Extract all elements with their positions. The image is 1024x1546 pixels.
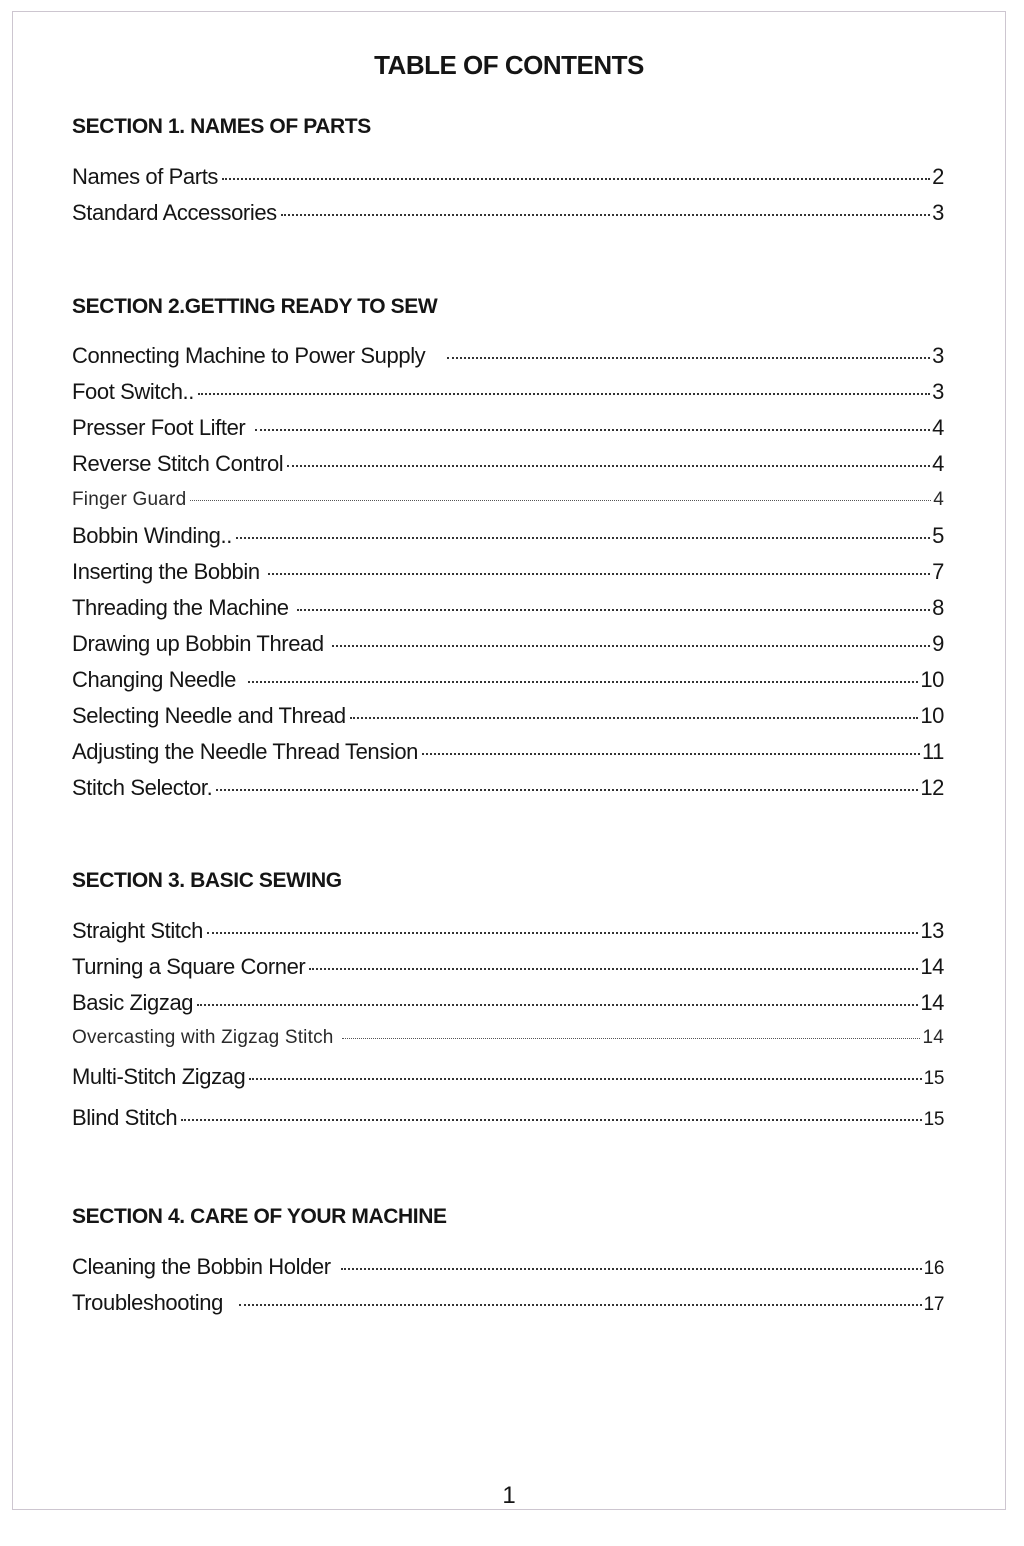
- dot-leader: [268, 573, 930, 575]
- toc-entry-page: 7: [932, 559, 944, 584]
- toc-entry[interactable]: [72, 1105, 944, 1135]
- toc-entry[interactable]: [72, 415, 944, 445]
- toc-entry-label: Selecting Needle and Thread: [72, 703, 346, 728]
- dot-leader: [181, 1119, 921, 1121]
- toc-entry-page: 3: [932, 200, 944, 225]
- toc-entry[interactable]: [72, 954, 944, 984]
- toc-entry-page: 10: [920, 703, 944, 728]
- toc-entry[interactable]: [72, 703, 944, 733]
- toc-entry-page: 3: [932, 379, 944, 404]
- dot-leader: [222, 178, 930, 180]
- dot-leader: [207, 932, 918, 934]
- toc-entry[interactable]: [72, 379, 944, 409]
- toc-entry-label: Basic Zigzag: [72, 990, 194, 1015]
- section-heading-names-of-parts: SECTION 1. NAMES OF PARTS: [72, 115, 371, 138]
- toc-entry-label: Presser Foot Lifter: [72, 415, 246, 440]
- toc-entry-page: 12: [920, 775, 944, 800]
- page-number: 1: [502, 1482, 516, 1509]
- page-title: TABLE OF CONTENTS: [374, 50, 644, 80]
- toc-entry-page: 15: [923, 1068, 944, 1089]
- dot-leader: [197, 1004, 918, 1006]
- toc-entry-label: Cleaning the Bobbin Holder: [72, 1254, 331, 1279]
- toc-entry-page: 2: [932, 164, 944, 189]
- dot-leader: [422, 753, 920, 755]
- toc-entry-page: 11: [921, 739, 944, 764]
- toc-entry[interactable]: [72, 489, 944, 519]
- toc-entry[interactable]: [72, 1027, 944, 1057]
- dot-leader: [198, 393, 930, 395]
- toc-entry-label: Straight Stitch: [72, 918, 203, 943]
- toc-entry-label: Blind Stitch: [72, 1105, 178, 1130]
- toc-entry[interactable]: [72, 1064, 944, 1094]
- dot-leader: [248, 681, 918, 683]
- toc-entry[interactable]: [72, 343, 944, 373]
- toc-entry[interactable]: [72, 918, 944, 948]
- dot-leader: [249, 1078, 921, 1080]
- toc-entry-label: Inserting the Bobbin: [72, 559, 260, 584]
- toc-entry-page: 16: [923, 1258, 944, 1279]
- toc-entry-label: Names of Parts: [72, 164, 219, 189]
- toc-entry-page: 10: [920, 667, 944, 692]
- section-heading-basic-sewing: SECTION 3. BASIC SEWING: [72, 869, 342, 892]
- toc-entry-page: 4: [933, 489, 944, 510]
- section-heading-care: SECTION 4. CARE OF YOUR MACHINE: [72, 1205, 447, 1228]
- toc-entry-label: Troubleshooting: [72, 1290, 223, 1315]
- toc-entry[interactable]: [72, 775, 944, 805]
- toc-entry-page: 14: [920, 990, 944, 1015]
- toc-entry[interactable]: [72, 1254, 944, 1284]
- dot-leader: [236, 537, 930, 539]
- toc-entry[interactable]: [72, 990, 944, 1020]
- toc-entry-label: Threading the Machine: [72, 595, 289, 620]
- toc-entry[interactable]: [72, 595, 944, 625]
- toc-entry-label: Finger Guard: [72, 489, 187, 510]
- dot-leader: [350, 717, 919, 719]
- toc-entry-label: Connecting Machine to Power Supply: [72, 343, 426, 368]
- toc-entry[interactable]: [72, 164, 944, 194]
- toc-entry-label: Foot Switch..: [72, 379, 194, 404]
- toc-entry[interactable]: [72, 451, 944, 481]
- toc-entry-label: Bobbin Winding..: [72, 523, 232, 548]
- toc-entry-page: 15: [923, 1109, 944, 1130]
- toc-entry[interactable]: [72, 631, 944, 661]
- toc-entry-label: Overcasting with Zigzag Stitch: [72, 1027, 334, 1048]
- dot-leader: [447, 357, 930, 359]
- toc-entry-page: 13: [920, 918, 944, 943]
- toc-entry[interactable]: [72, 1290, 944, 1320]
- dot-leader: [332, 645, 930, 647]
- toc-entry-page: 14: [922, 1027, 944, 1048]
- toc-entry-label: Standard Accessories: [72, 200, 277, 225]
- dot-leader: [239, 1304, 922, 1306]
- dot-leader: [216, 789, 918, 791]
- toc-entry-label: Changing Needle: [72, 667, 237, 692]
- toc-entry[interactable]: [72, 200, 944, 230]
- toc-entry-label: Adjusting the Needle Thread Tension: [72, 739, 418, 764]
- toc-entry-page: 14: [920, 954, 944, 979]
- toc-entry-label: Reverse Stitch Control: [72, 451, 284, 476]
- document-page: [12, 11, 1006, 1510]
- toc-entry[interactable]: [72, 523, 944, 553]
- dot-leader: [341, 1268, 922, 1270]
- toc-entry-label: Turning a Square Corner: [72, 954, 306, 979]
- toc-entry-page: 4: [932, 451, 944, 476]
- toc-entry-label: Multi-Stitch Zigzag: [72, 1064, 246, 1089]
- toc-entry-label: Drawing up Bobbin Thread: [72, 631, 324, 656]
- dot-leader: [255, 429, 930, 431]
- dot-leader: [297, 609, 931, 611]
- toc-entry-label: Stitch Selector.: [72, 775, 213, 800]
- toc-entry[interactable]: [72, 739, 944, 769]
- toc-entry-page: 3: [932, 343, 944, 368]
- toc-entry[interactable]: [72, 559, 944, 589]
- toc-entry-page: 9: [932, 631, 944, 656]
- toc-entry-page: 8: [932, 595, 944, 620]
- toc-entry-page: 5: [932, 523, 944, 548]
- toc-entry-page: 4: [932, 415, 944, 440]
- dot-leader: [281, 214, 930, 216]
- dot-leader: [287, 465, 930, 467]
- dot-leader: [309, 968, 918, 970]
- dot-leader: [190, 500, 931, 501]
- toc-entry[interactable]: [72, 667, 944, 697]
- toc-entry-page: 17: [923, 1294, 944, 1315]
- section-heading-getting-ready: SECTION 2.GETTING READY TO SEW: [72, 295, 438, 318]
- dot-leader: [342, 1038, 921, 1039]
